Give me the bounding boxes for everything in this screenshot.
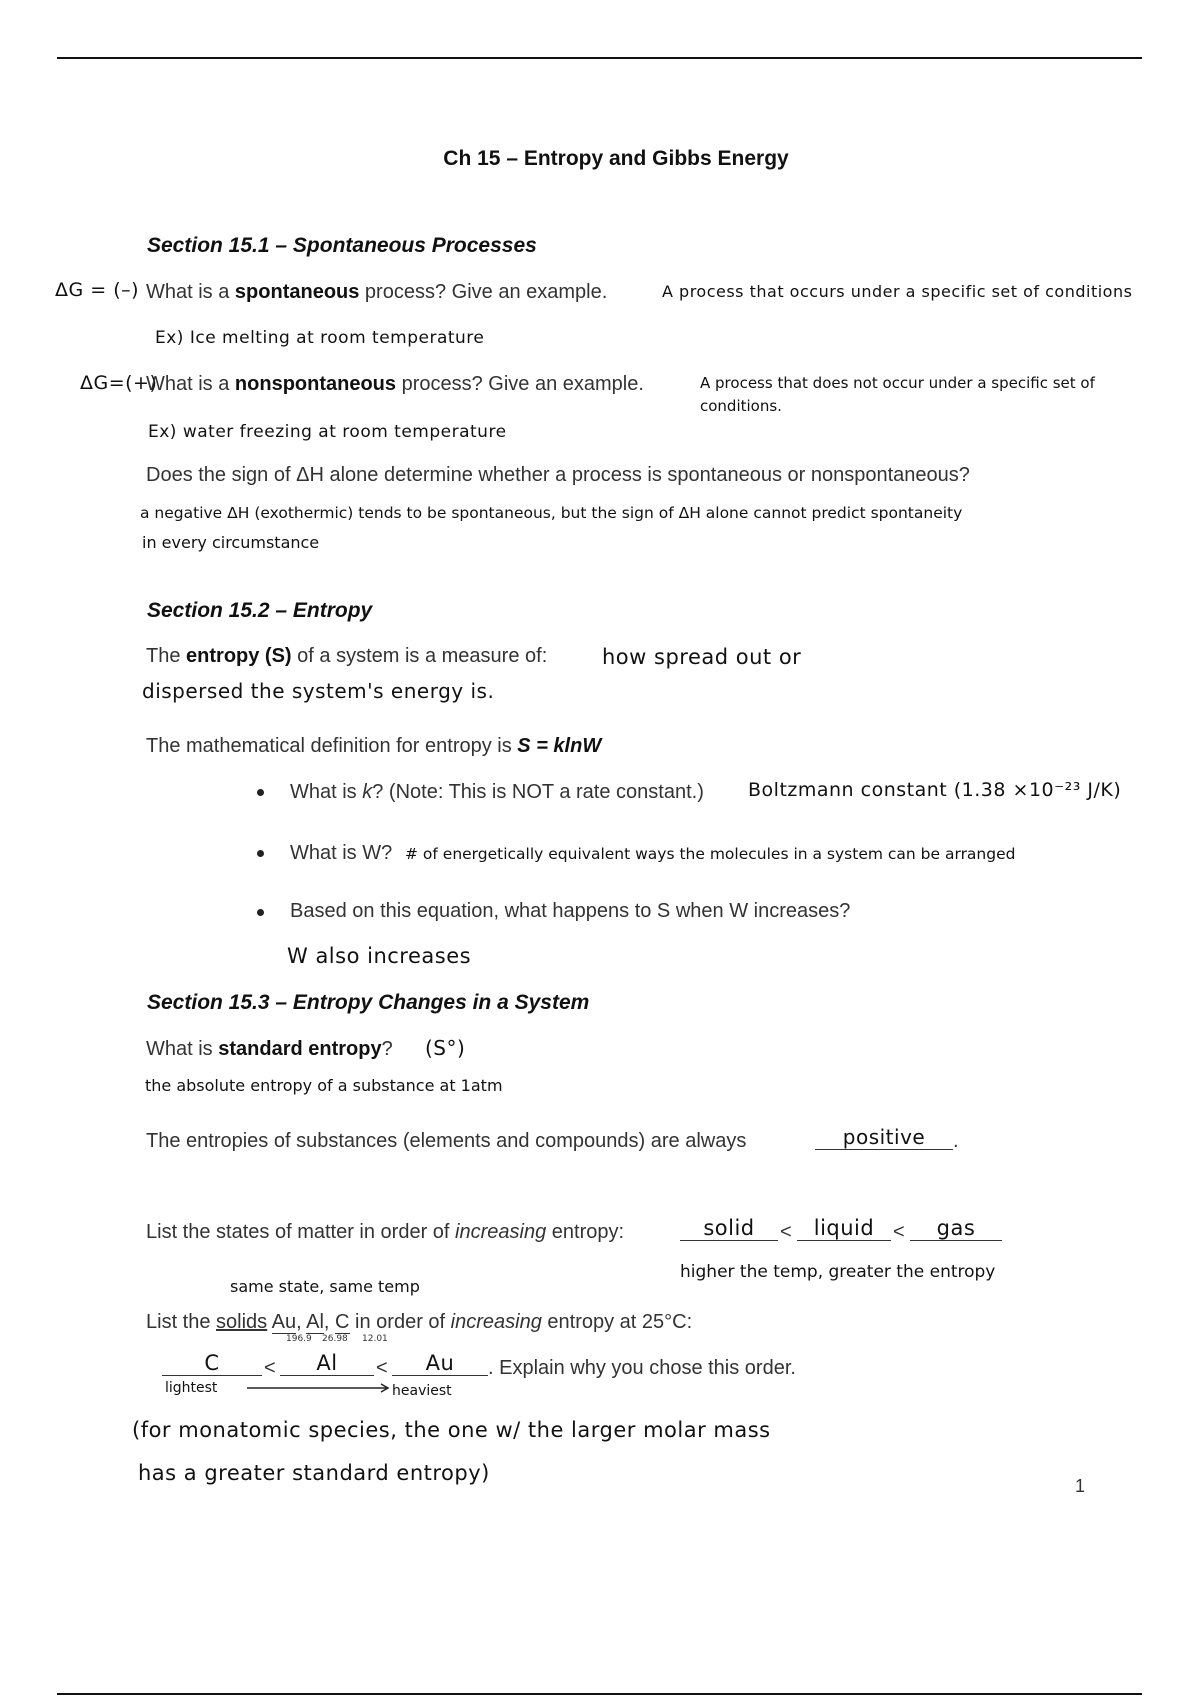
- entropy-formula-statement: The mathematical definition for entropy is S = klnW: [146, 735, 602, 757]
- nonspontaneous-question: What is a nonspontaneous process? Give an example.: [146, 373, 644, 395]
- delta-g-positive-note: ΔG=(+): [80, 372, 158, 394]
- order-first: C: [162, 1351, 262, 1376]
- page-number: 1: [1075, 1476, 1086, 1496]
- section-15-1-heading: Section 15.1 – Spontaneous Processes: [147, 234, 537, 257]
- standard-entropy-question: What is standard entropy?: [146, 1038, 393, 1060]
- lightest-label: lightest: [165, 1380, 218, 1396]
- state-solid: solid: [680, 1216, 778, 1241]
- spontaneous-example: Ex) Ice melting at room temperature: [155, 328, 485, 348]
- period: .: [953, 1130, 959, 1152]
- page-title: Ch 15 – Entropy and Gibbs Energy: [443, 147, 789, 170]
- less-than-sign: <: [264, 1357, 276, 1379]
- bullet-k-question: What is k? (Note: This is NOT a rate constant.): [290, 781, 704, 803]
- bullet-w-question: What is W?: [290, 842, 393, 864]
- solids-answer-line2: has a greater standard entropy): [138, 1461, 490, 1485]
- same-state-note: same state, same temp: [230, 1277, 420, 1296]
- solids-answer-line1: (for monatomic species, the one w/ the larger molar mass: [132, 1418, 771, 1442]
- standard-entropy-answer: the absolute entropy of a substance at 1atm: [145, 1076, 503, 1095]
- mass-c: 12.01: [362, 1334, 388, 1344]
- s-increase-answer: W also increases: [287, 944, 472, 968]
- bullet-w-answer: # of energetically equivalent ways the molecules in a system can be arranged: [405, 845, 1016, 863]
- order-third: Au: [392, 1351, 488, 1376]
- bullet-k-answer: Boltzmann constant (1.38 ×10⁻²³ J/K): [748, 779, 1122, 801]
- temperature-note: higher the temp, greater the entropy: [680, 1262, 996, 1282]
- nonspontaneous-answer-line1: A process that does not occur under a specific set of: [700, 374, 1095, 392]
- section-15-2-heading: Section 15.2 – Entropy: [147, 599, 373, 622]
- section-15-3-heading: Section 15.3 – Entropy Changes in a System: [147, 991, 590, 1014]
- mass-au: 196.9: [286, 1334, 312, 1344]
- less-than-sign: <: [376, 1357, 388, 1379]
- entropies-always-answer: positive: [815, 1125, 953, 1150]
- delta-g-negative-note: ΔG = (–): [55, 279, 140, 301]
- entropies-always-question: The entropies of substances (elements and compounds) are always: [146, 1130, 747, 1152]
- state-liquid: liquid: [797, 1216, 891, 1241]
- less-than-sign: <: [893, 1221, 905, 1243]
- entropy-definition-question: The entropy (S) of a system is a measure of:: [146, 645, 548, 667]
- nonspontaneous-example: Ex) water freezing at room temperature: [148, 422, 507, 442]
- order-second: Al: [280, 1351, 374, 1376]
- entropy-answer-line1: how spread out or: [602, 645, 802, 669]
- spontaneous-answer: A process that occurs under a specific set of conditions: [662, 282, 1133, 301]
- mass-al: 26.98: [322, 1334, 348, 1344]
- bullet-dot: [257, 850, 264, 857]
- bullet-dot: [257, 789, 264, 796]
- delta-h-answer-line1: a negative ΔH (exothermic) tends to be spontaneous, but the sign of ΔH alone cannot predict spontaneity: [140, 504, 963, 522]
- spontaneous-question: What is a spontaneous process? Give an example.: [146, 281, 608, 303]
- explain-prompt: . Explain why you chose this order.: [488, 1357, 796, 1379]
- bullet-dot: [257, 909, 264, 916]
- entropy-answer-line2: dispersed the system's energy is.: [142, 679, 495, 703]
- top-rule: [57, 57, 1142, 59]
- state-gas: gas: [910, 1216, 1002, 1241]
- bottom-rule: [57, 1693, 1142, 1695]
- delta-h-answer-line2: in every circumstance: [142, 533, 320, 552]
- nonspontaneous-answer-line2: conditions.: [700, 397, 782, 415]
- delta-h-question: Does the sign of ΔH alone determine whether a process is spontaneous or nonspontaneous?: [146, 464, 970, 486]
- bullet-s-question: Based on this equation, what happens to S when W increases?: [290, 900, 851, 922]
- solids-order-question: List the solids Au, Al, C in order of increasing entropy at 25°C:: [146, 1311, 693, 1333]
- states-order-question: List the states of matter in order of increasing entropy:: [146, 1221, 625, 1243]
- mass-arrow: [245, 1381, 395, 1395]
- standard-entropy-symbol-note: (S°): [425, 1036, 466, 1060]
- less-than-sign: <: [780, 1221, 792, 1243]
- heaviest-label: heaviest: [392, 1383, 452, 1399]
